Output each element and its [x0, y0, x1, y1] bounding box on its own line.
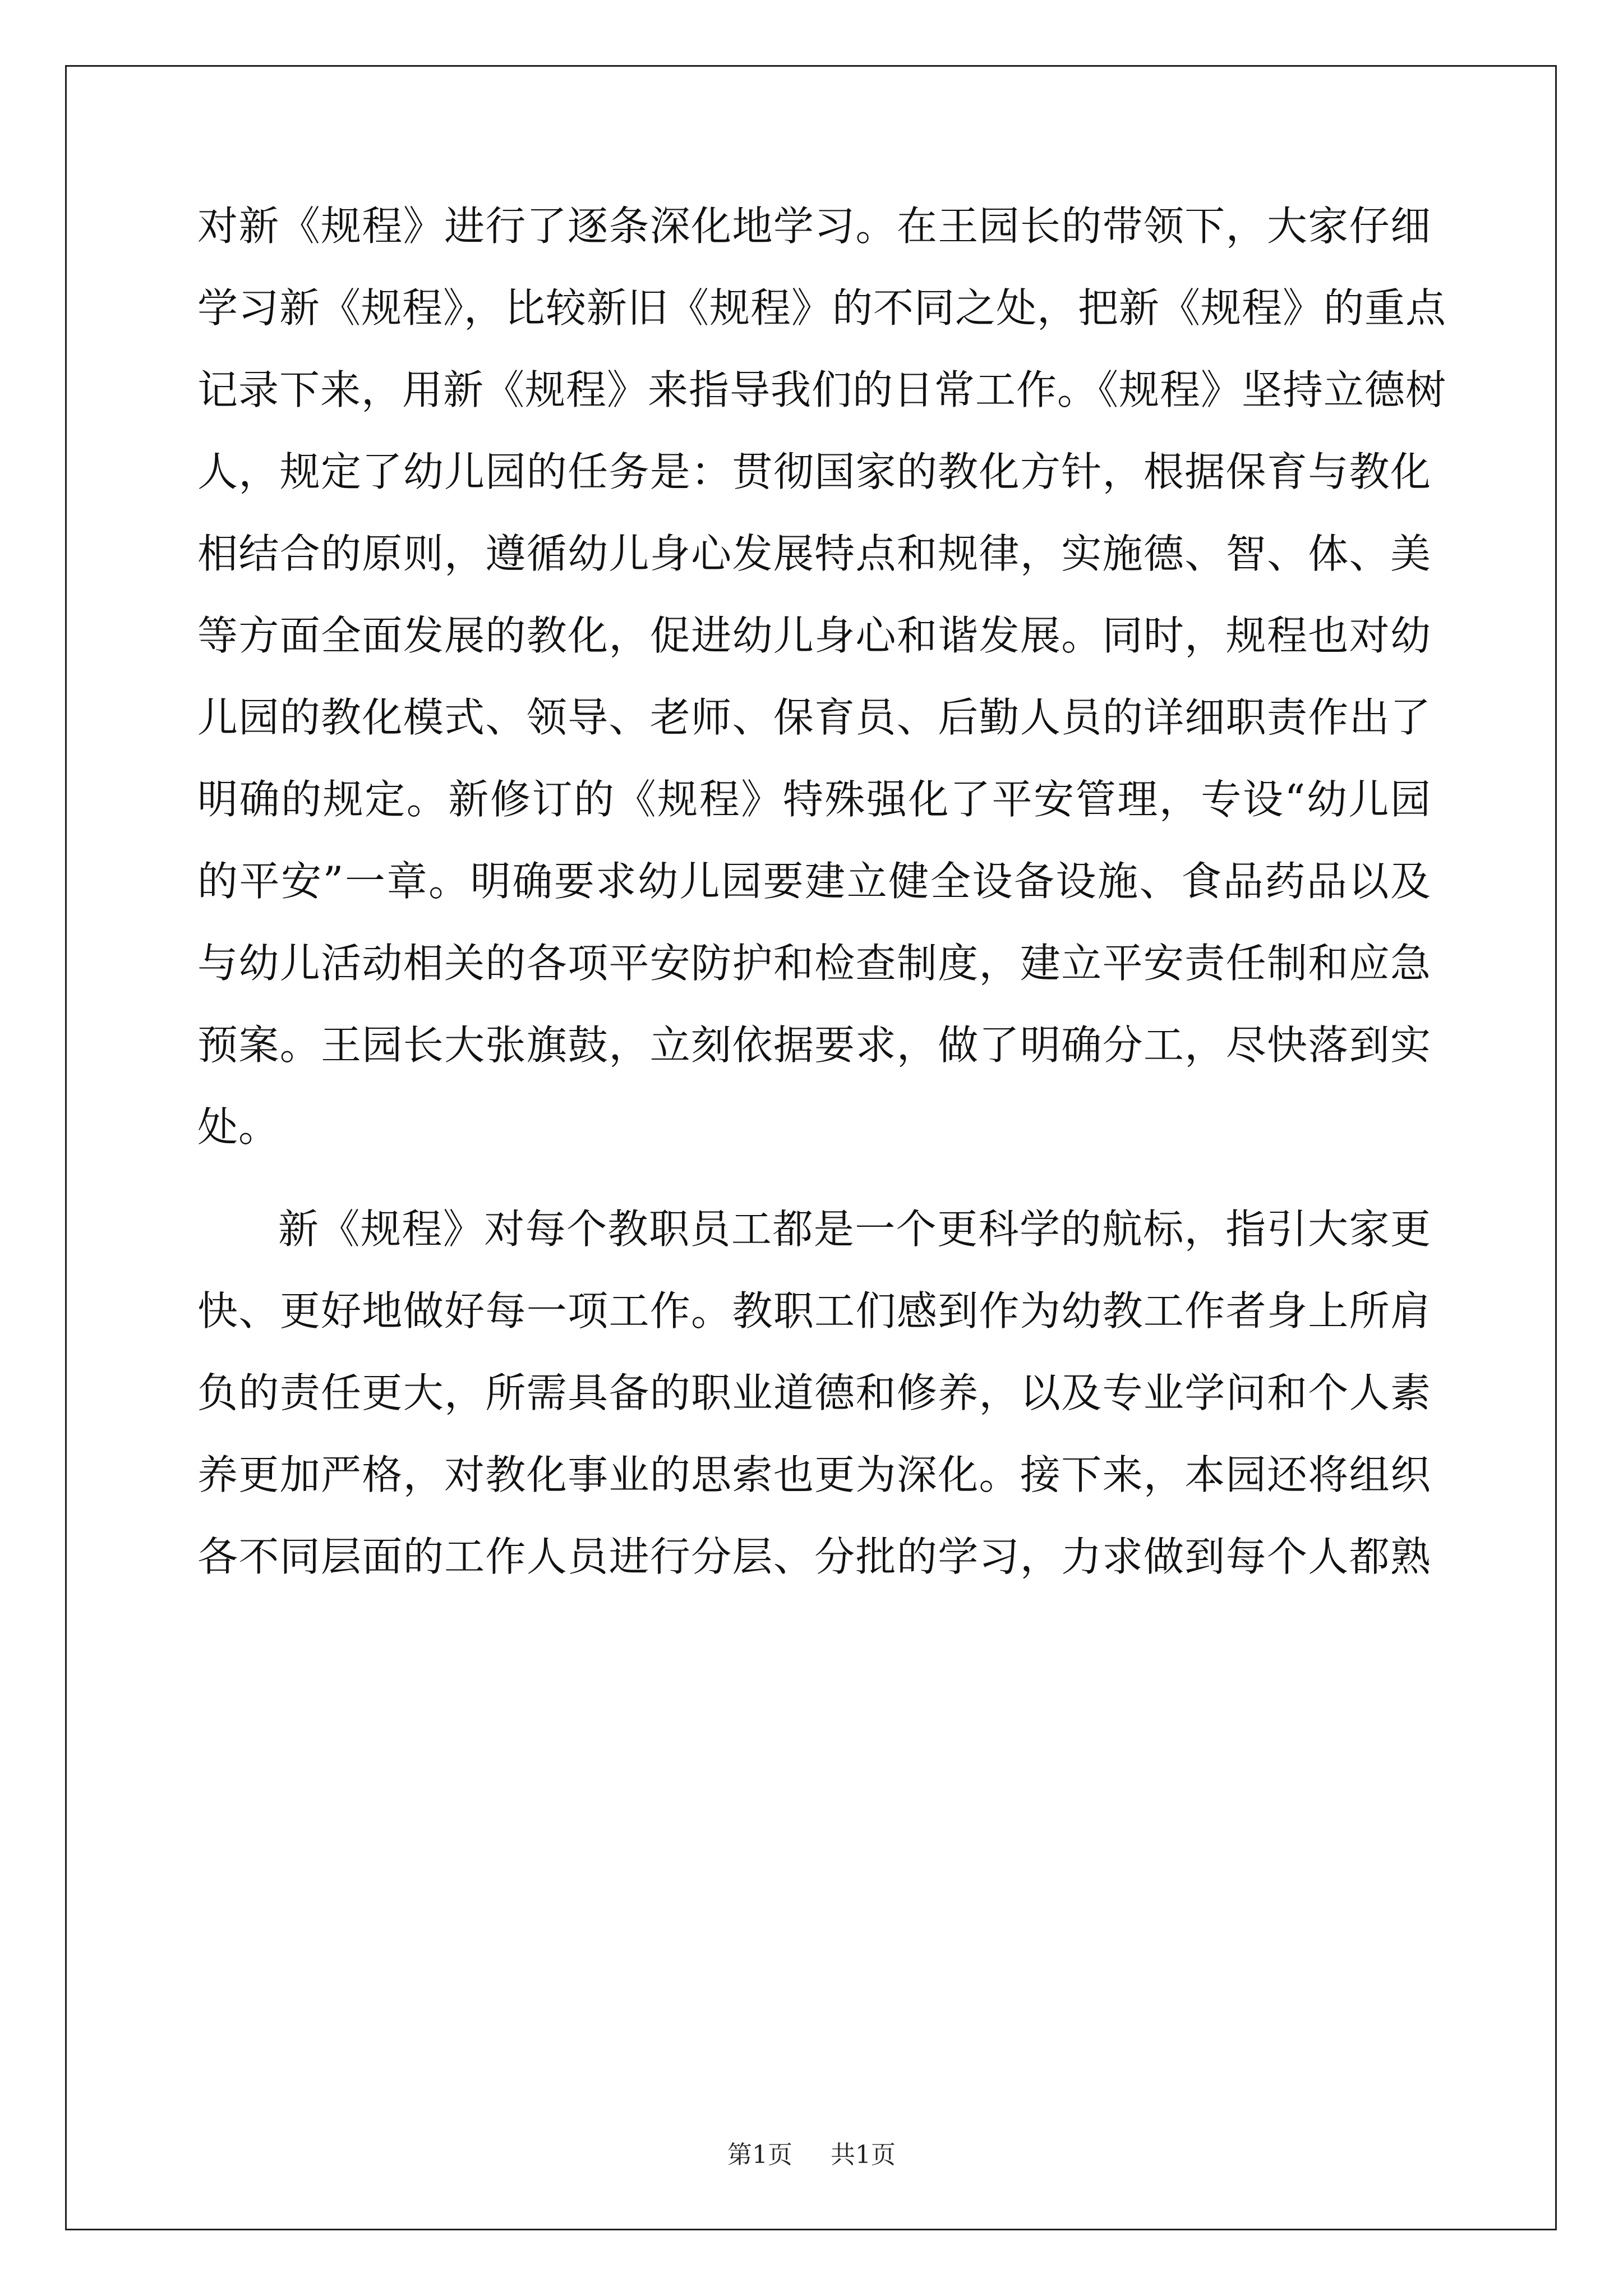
text-line: 对新《规程》进行了逐条深化地学习。在王园长的带领下，大家仔细 — [197, 203, 1431, 250]
paragraph-spacer — [197, 1168, 1431, 1188]
text-line: 负的责任更大，所需具备的职业道德和修养，以及专业学问和个人素 — [197, 1369, 1431, 1416]
paragraph-2 — [197, 1188, 1431, 1598]
text-line: 快、更好地做好每一项工作。教职工们感到作为幼教工作者身上所肩 — [197, 1287, 1431, 1335]
page-total: 共1页 — [831, 2141, 896, 2169]
text-line: 新《规程》对每个教职员工都是一个更科学的航标，指引大家更 — [278, 1205, 1431, 1253]
page-number: 第1页 — [727, 2141, 792, 2169]
text-line: 各不同层面的工作人员进行分层、分批的学习，力求做到每个人都熟 — [197, 1533, 1431, 1580]
text-line: 与幼儿活动相关的各项平安防护和检查制度，建立平安责任制和应急 — [197, 940, 1431, 987]
paragraph-1 — [197, 185, 1447, 1168]
text-line: 等方面全面发展的教化，促进幼儿身心和谐发展。同时，规程也对幼 — [197, 612, 1431, 659]
text-line: 明确的规定。新修订的《规程》特殊强化了平安管理，专设“幼儿园 — [197, 776, 1431, 823]
text-line: 处。 — [197, 1103, 280, 1151]
page-footer — [0, 2138, 1623, 2172]
text-line: 记录下来，用新《规程》来指导我们的日常工作。《规程》坚持立德树 — [197, 366, 1447, 413]
text-line: 养更加严格，对教化事业的思索也更为深化。接下来，本园还将组织 — [197, 1451, 1431, 1498]
text-line: 预案。王园长大张旗鼓，立刻依据要求，做了明确分工，尽快落到实 — [197, 1022, 1431, 1069]
text-line: 相结合的原则，遵循幼儿身心发展特点和规律，实施德、智、体、美 — [197, 530, 1431, 577]
text-line: 的平安”一章。明确要求幼儿园要建立健全设备设施、食品药品以及 — [197, 858, 1431, 905]
text-line: 学习新《规程》，比较新旧《规程》的不同之处，把新《规程》的重点 — [197, 284, 1447, 332]
document-body — [197, 185, 1447, 1598]
text-line: 人，规定了幼儿园的任务是：贯彻国家的教化方针，根据保育与教化 — [197, 448, 1431, 495]
text-line: 儿园的教化模式、领导、老师、保育员、后勤人员的详细职责作出了 — [197, 694, 1431, 741]
